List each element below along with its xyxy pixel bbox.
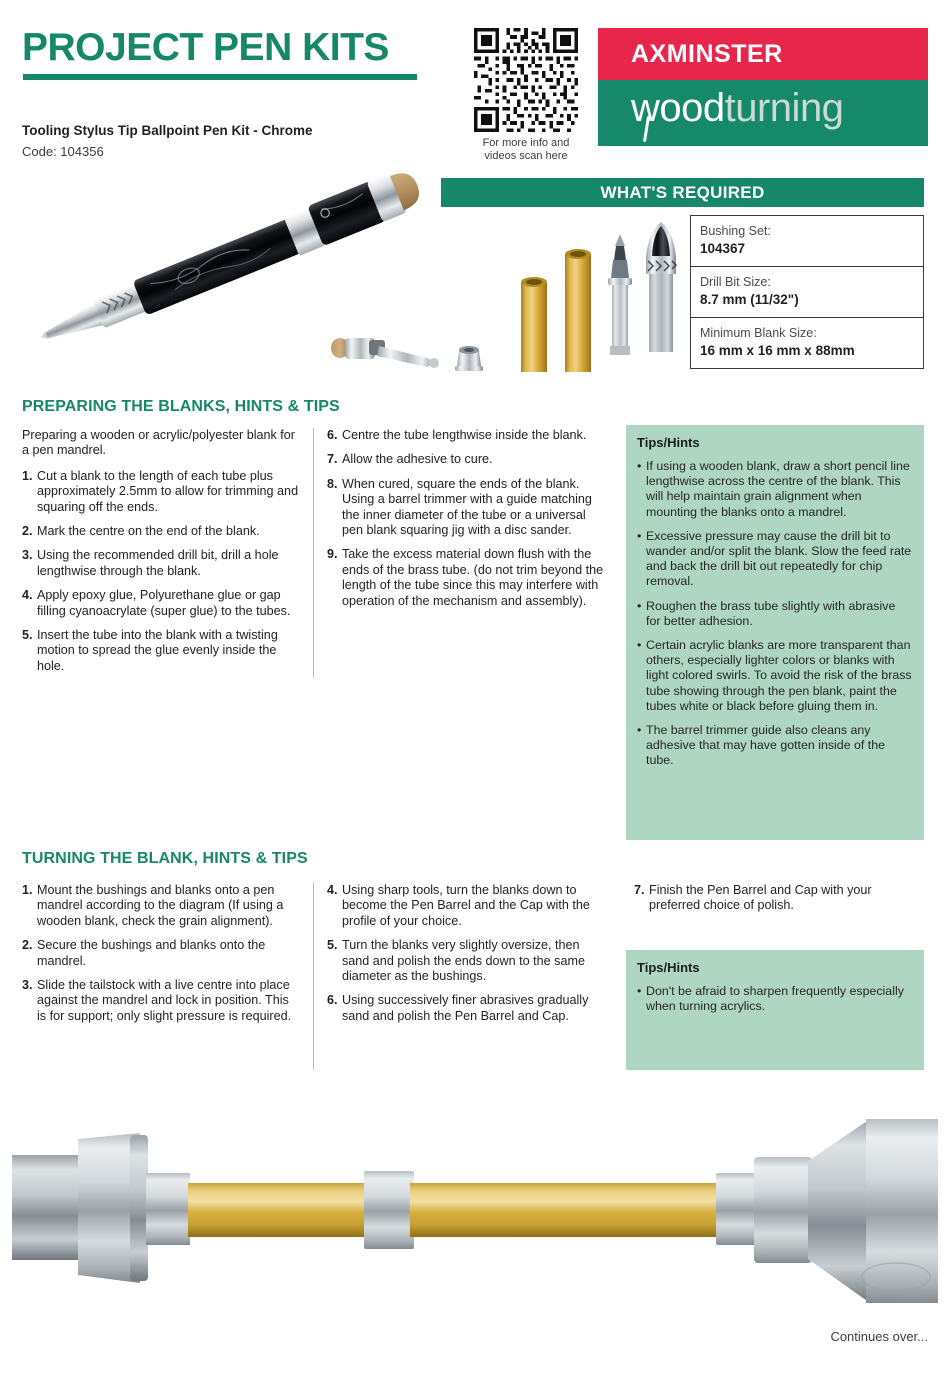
step-number: 5.: [22, 628, 33, 643]
req-label: Minimum Blank Size:: [700, 326, 817, 340]
qr-block: [470, 28, 582, 163]
whats-required-heading: WHAT'S REQUIRED: [441, 178, 924, 207]
turning-section-heading: TURNING THE BLANK, HINTS & TIPS: [22, 850, 308, 867]
bullet-icon: •: [637, 528, 642, 543]
list-item: [22, 883, 300, 929]
step-number: 6.: [327, 428, 338, 442]
bullet-icon: •: [637, 598, 642, 613]
logo-brand-text: AXMINSTER: [631, 40, 783, 68]
list-item: [637, 638, 913, 714]
turning-tips-box: [626, 950, 924, 1070]
tip-text: Roughen the brass tube slightly with abrasive for better adhesion.: [646, 598, 896, 628]
logo-subbrand-light: turning: [724, 86, 844, 130]
step-number: 2.: [22, 524, 33, 539]
req-value: 16 mm x 16 mm x 88mm: [700, 343, 855, 358]
list-item: [22, 548, 300, 579]
step-number: 6.: [327, 993, 338, 1008]
list-item: [327, 547, 607, 609]
step-text: Turn the blanks very slightly oversize, then sand and polish the ends down to the same diameter as the bushings.: [342, 938, 585, 984]
tip-text: The barrel trimmer guide also cleans any adhesive that may have gotten inside of the tube.: [646, 723, 886, 768]
list-item: [22, 978, 300, 1024]
list-item: [634, 883, 924, 914]
step-number: 4.: [327, 883, 338, 897]
list-item: [22, 469, 300, 515]
tip-text: If using a wooden blank, draw a short pencil line lengthwise across the centre of the blank. This will help maintain grain alignment when mounting the blanks onto a mandrel.: [646, 459, 910, 519]
step-number: 2.: [22, 938, 33, 953]
qr-code-icon[interactable]: [474, 28, 578, 132]
step-text: Using the recommended drill bit, drill a hole lengthwise through the blank.: [37, 548, 279, 578]
table-row: [691, 267, 923, 318]
pen-kit-components-photo: [325, 218, 685, 383]
list-item: [327, 452, 607, 467]
list-item: [22, 628, 300, 674]
continues-over-note: Continues over...: [830, 1329, 928, 1344]
column-divider: [313, 428, 314, 678]
step-text: Secure the bushings and blanks onto the mandrel.: [37, 938, 266, 968]
step-text: Using sharp tools, turn the blanks down to become the Pen Barrel and the Cap with the profile of your choice.: [342, 883, 590, 928]
qr-caption-line2: videos scan here: [484, 150, 568, 162]
logo-subbrand-bold: wood: [631, 86, 725, 130]
list-item: [637, 984, 913, 1014]
step-number: 8.: [327, 476, 338, 491]
title-underline: [23, 74, 417, 80]
step-number: 1.: [22, 883, 33, 897]
tip-text: Excessive pressure may cause the drill bit to wander and/or split the blank. Slow the feed rate and back the drill bit out repeatedly for chip removal.: [646, 528, 912, 589]
tips-heading: Tips/Hints: [637, 435, 700, 450]
turning-column-2: [327, 883, 607, 1033]
step-text: Cut a blank to the length of each tube plus approximately 2.5mm to allow for trimming and squaring off the ends.: [37, 468, 299, 514]
step-number: 1.: [22, 468, 33, 483]
list-item: [327, 938, 607, 984]
bullet-icon: •: [637, 723, 642, 738]
turning-steps-list-3: [634, 883, 924, 914]
preparing-intro: Preparing a wooden or acrylic/polyester blank for a pen mandrel.: [22, 428, 296, 458]
step-number: 7.: [327, 452, 338, 467]
req-label: Drill Bit Size:: [700, 275, 771, 289]
tip-text: Certain acrylic blanks are more transparent than others, especially lighter colors or blanks with light colored swirls. To avoid the risk of the brass tube showing through the pen blank, paint the tubes white or black before gluing them in.: [646, 638, 912, 713]
preparing-steps-list-1: [22, 469, 300, 674]
step-text: Apply epoxy glue, Polyurethane glue or gap filling cyanoacrylate (super glue) to the tubes.: [37, 588, 291, 618]
mandrel-assembly-photo: [12, 1105, 938, 1320]
step-text: Allow the adhesive to cure.: [342, 452, 493, 467]
step-number: 4.: [22, 588, 33, 603]
step-number: 3.: [22, 548, 33, 563]
tips-list: [637, 984, 913, 1014]
tip-text: Don't be afraid to sharpen frequently especially when turning acrylics.: [646, 984, 904, 1014]
product-code: Code: 104356: [22, 144, 104, 159]
table-row: [691, 216, 923, 267]
turning-steps-list-1: [22, 883, 300, 1024]
step-text: Mark the centre on the end of the blank.: [37, 524, 260, 539]
qr-caption: [470, 137, 582, 163]
preparing-steps-list-2: [327, 428, 607, 609]
list-item: [327, 883, 607, 929]
step-text: Finish the Pen Barrel and Cap with your preferred choice of polish.: [649, 883, 872, 913]
bullet-icon: •: [637, 459, 642, 473]
step-text: Mount the bushings and blanks onto a pen mandrel according to the diagram (If using a wooden blank, check the grain alignment).: [37, 883, 284, 928]
logo-band-red: [598, 28, 928, 80]
product-name: Tooling Stylus Tip Ballpoint Pen Kit - Chrome: [22, 123, 313, 138]
list-item: [327, 993, 607, 1024]
whats-required-table: [690, 215, 924, 369]
bullet-icon: •: [637, 638, 642, 653]
logo-band-green: [598, 80, 928, 146]
turning-column-1: [22, 883, 300, 1033]
preparing-column-2: [327, 428, 607, 618]
tips-heading: Tips/Hints: [637, 960, 700, 975]
preparing-tips-box: [626, 425, 924, 840]
step-text: Take the excess material down flush with the ends of the brass tube. (do not trim beyond the length of the tube since this may interfere with operation of the mechanism and assembly).: [342, 547, 604, 608]
step-text: Insert the tube into the blank with a twisting motion to spread the glue evenly inside the hole.: [37, 628, 278, 673]
step-text: When cured, square the ends of the blank. Using a barrel trimmer with a guide matching the inner diameter of the tube or a universal pen blank squaring jig with a disc sander.: [342, 476, 592, 538]
list-item: [327, 477, 607, 539]
logo-subbrand: [631, 86, 843, 131]
step-text: Centre the tube lengthwise inside the blank.: [342, 428, 587, 442]
column-divider: [313, 882, 314, 1070]
list-item: [22, 938, 300, 969]
list-item: [637, 599, 913, 629]
step-number: 5.: [327, 938, 338, 953]
preparing-column-1: [22, 428, 300, 683]
turning-steps-list-2: [327, 883, 607, 1024]
page-title: PROJECT PEN KITS: [22, 26, 389, 69]
req-label: Bushing Set:: [700, 224, 771, 238]
axminster-woodturning-logo: [598, 28, 928, 146]
preparing-section-heading: PREPARING THE BLANKS, HINTS & TIPS: [22, 398, 340, 415]
list-item: [22, 524, 300, 539]
list-item: [637, 723, 913, 769]
bullet-icon: •: [637, 984, 642, 998]
list-item: [637, 529, 913, 590]
step-number: 9.: [327, 547, 338, 562]
req-value: 8.7 mm (11/32"): [700, 292, 799, 307]
turning-column-3: [634, 883, 924, 923]
tips-list: [637, 459, 913, 769]
table-row: [691, 318, 923, 368]
req-value: 104367: [700, 241, 746, 256]
list-item: [22, 588, 300, 619]
step-number: 7.: [634, 883, 645, 897]
list-item: [327, 428, 607, 443]
qr-caption-line1: For more info and: [482, 137, 570, 149]
step-text: Using successively finer abrasives gradually sand and polish the Pen Barrel and Cap.: [342, 993, 589, 1023]
step-number: 3.: [22, 978, 33, 993]
list-item: [637, 459, 913, 520]
step-text: Slide the tailstock with a live centre into place against the mandrel and lock in position. This is for support; only slight pressure is required.: [37, 978, 292, 1023]
